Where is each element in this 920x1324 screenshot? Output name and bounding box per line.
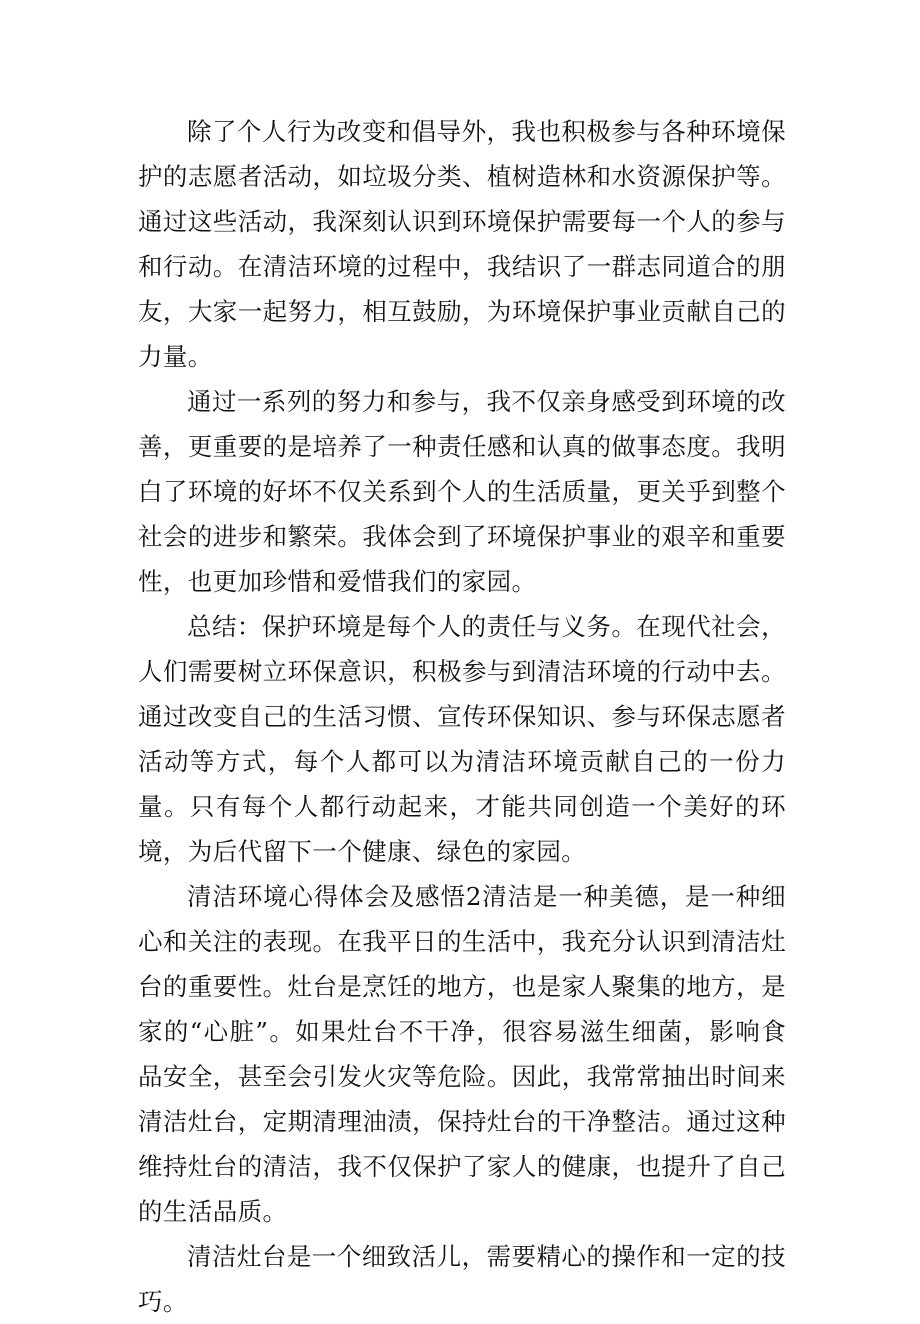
- paragraph-stove-cleaning: 清洁环境心得体会及感悟2清洁是一种美德，是一种细心和关注的表现。在我平日的生活中，我充分认识到清洁灶台的重要性。灶台是烹饪的地方，也是家人聚集的地方，是家的“心脏”。如果灶台不干净，很容易滋生细菌，影响食品安全，甚至会引发火灾等危险。因此，我常常抽出时间来清洁灶台，定期清理油渍，保持灶台的干净整洁。通过这种维持灶台的清洁，我不仅保护了家人的健康，也提升了自己的生活品质。: [138, 882, 786, 1226]
- paragraph-volunteer-activities: 除了个人行为改变和倡导外，我也积极参与各种环境保护的志愿者活动，如垃圾分类、植树造林和水资源保护等。通过这些活动，我深刻认识到环境保护需要每一个人的参与和行动。在清洁环境的过程中，我结识了一群志同道合的朋友，大家一起努力，相互鼓励，为环境保护事业贡献自己的力量。: [138, 117, 786, 371]
- paragraph-summary: 总结：保护环境是每个人的责任与义务。在现代社会，人们需要树立环保意识，积极参与到清洁环境的行动中去。通过改变自己的生活习惯、宣传环保知识、参与环保志愿者活动等方式，每个人都可以为清洁环境贡献自己的一份力量。只有每个人都行动起来，才能共同创造一个美好的环境，为后代留下一个健康、绿色的家园。: [138, 612, 786, 866]
- paragraph-stove-technique: 清洁灶台是一个细致活儿，需要精心的操作和一定的技巧。: [138, 1242, 786, 1316]
- paragraph-responsibility: 通过一系列的努力和参与，我不仅亲身感受到环境的改善，更重要的是培养了一种责任感和认真的做事态度。我明白了环境的好坏不仅关系到个人的生活质量，更关乎到整个社会的进步和繁荣。我体会到了环境保护事业的艰辛和重要性，也更加珍惜和爱惜我们的家园。: [138, 387, 786, 596]
- document-body: [138, 109, 786, 1324]
